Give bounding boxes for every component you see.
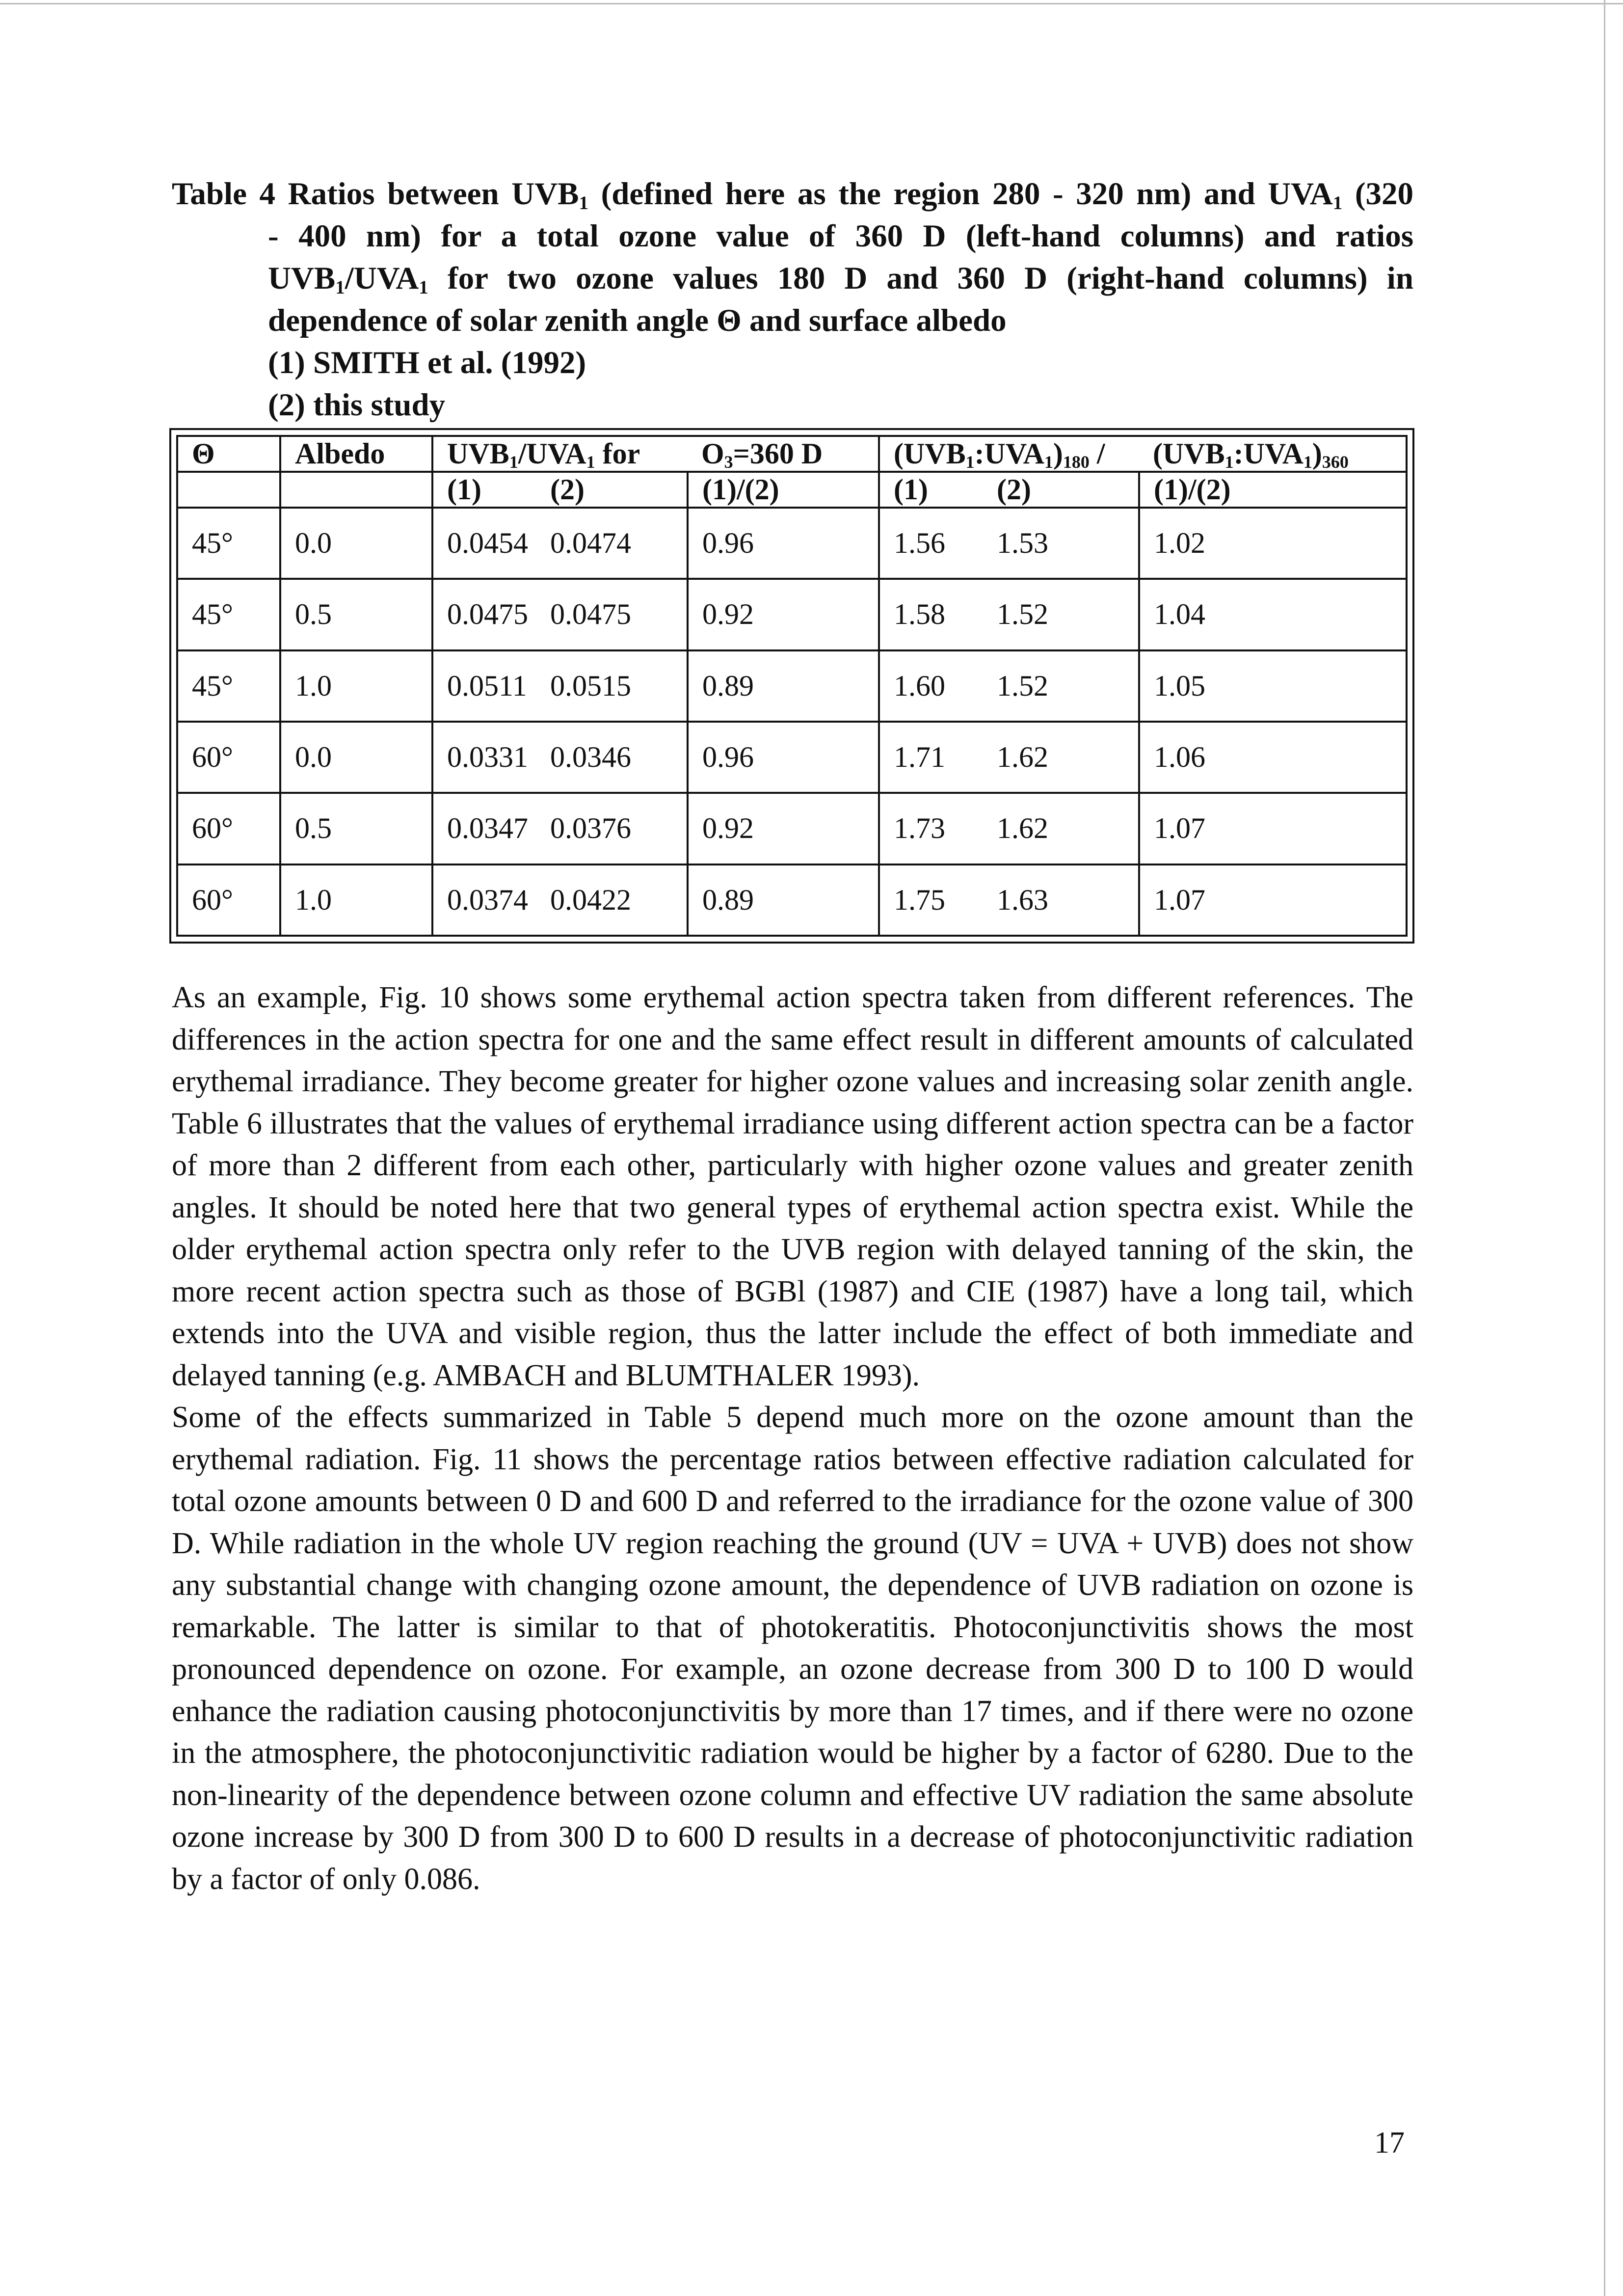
scan-edge-right bbox=[1604, 0, 1605, 2296]
caption-line-3: $UVB_1/UVA_1$ for two ozone values 180 D and 360 D (right-hand columns) in bbox=[268, 261, 1413, 298]
cell-uv-values: 0.0374 0.0422 bbox=[432, 864, 688, 936]
cell-ratio-quotient: 1.07 bbox=[1139, 793, 1407, 864]
header-theta: Θ bbox=[177, 436, 280, 472]
cell-ratio-values: 1.60 1.52 bbox=[879, 650, 1139, 722]
cell-uv-values: 0.0454 0.0474 bbox=[432, 508, 688, 579]
cell-uv-quotient: 0.89 bbox=[688, 864, 879, 936]
cell-albedo: 0.0 bbox=[280, 508, 432, 579]
cell-theta: 60° bbox=[177, 793, 280, 864]
header-ozone: $O_3=360$ D bbox=[688, 436, 879, 472]
cell-theta: 60° bbox=[177, 864, 280, 936]
cell-theta: 45° bbox=[177, 508, 280, 579]
caption-reference-1: (1) SMITH et al. (1992) bbox=[268, 345, 586, 380]
paragraph-ozone-dependence: Some of the effects summarized in Table 5 depend much more on the ozone amount than the erythemal radiation. Fig. 11 shows the percentage ratios between effective radiation calculated for total ozone amounts between 0 D and 600 D and referred to the irradiance for the ozone value of 300 D. While radiation in the whole UV region reaching the ground (UV = UVA + UVB) does not show any substantial change with changing ozone amount, the dependence of UVB radiation on ozone is remarkable. The latter is similar to that of photokeratitis. Photoconjunctivitis shows the most pronounced dependence on ozone. For example, an ozone decrease from 300 D to 100 D would enhance the radiation causing photoconjunctivitis by more than 17 times, and if there were no ozone in the atmosphere, the photoconjunctivitic radiation would be higher by a factor of 6280. Due to the non-linearity of the dependence between ozone column and effective UV radiation the same absolute ozone increase by 300 D from 300 D to 600 D results in a decrease of photoconjunctivitic radiation by a factor of only 0.086. bbox=[172, 1401, 1413, 1896]
cell-ratio-values: 1.56 1.53 bbox=[879, 508, 1139, 579]
ratios-table bbox=[176, 435, 1408, 937]
cell-ratio-quotient: 1.05 bbox=[1139, 650, 1407, 722]
cell-albedo: 0.5 bbox=[280, 793, 432, 864]
cell-uv-quotient: 0.92 bbox=[688, 793, 879, 864]
caption-line-4: dependence of solar zenith angle Θ and surface albedo bbox=[268, 303, 1007, 338]
table-row bbox=[177, 508, 1407, 579]
cell-ratio-values: 1.73 1.62 bbox=[879, 793, 1139, 864]
caption-reference-2: (2) this study bbox=[268, 387, 446, 423]
cell-uv-quotient: 0.96 bbox=[688, 508, 879, 579]
cell-uv-values: 0.0475 0.0475 bbox=[432, 579, 688, 650]
data-table-frame bbox=[169, 428, 1414, 944]
cell-ratio-quotient: 1.06 bbox=[1139, 722, 1407, 793]
cell-uv-values: 0.0331 0.0346 bbox=[432, 722, 688, 793]
cell-ratio-values: 1.71 1.62 bbox=[879, 722, 1139, 793]
subheader-empty-albedo bbox=[280, 472, 432, 508]
cell-uv-quotient: 0.96 bbox=[688, 722, 879, 793]
cell-ratio-values: 1.58 1.52 bbox=[879, 579, 1139, 650]
table-subheader-row bbox=[177, 472, 1407, 508]
table-header-row bbox=[177, 436, 1407, 472]
cell-ratio-quotient: 1.07 bbox=[1139, 864, 1407, 936]
cell-albedo: 1.0 bbox=[280, 650, 432, 722]
header-uv-ratio: $UVB_1/UVA_1$ for bbox=[432, 436, 688, 472]
table-row bbox=[177, 793, 1407, 864]
header-albedo: Albedo bbox=[280, 436, 432, 472]
subheader-ratio-quotient: (1)/(2) bbox=[1139, 472, 1407, 508]
cell-ratio-values: 1.75 1.63 bbox=[879, 864, 1139, 936]
cell-uv-values: 0.0511 0.0515 bbox=[432, 650, 688, 722]
body-text bbox=[172, 977, 1413, 1900]
cell-theta: 45° bbox=[177, 579, 280, 650]
subheader-uv-sources: (1) (2) bbox=[432, 472, 688, 508]
cell-uv-quotient: 0.89 bbox=[688, 650, 879, 722]
cell-ratio-quotient: 1.02 bbox=[1139, 508, 1407, 579]
cell-albedo: 1.0 bbox=[280, 864, 432, 936]
cell-uv-values: 0.0347 0.0376 bbox=[432, 793, 688, 864]
caption-line-2: - 400 nm) for a total ozone value of 360 D (left-hand columns) and ratios bbox=[268, 218, 1413, 254]
header-ratio-180: $(UVB_1:UVA_1)_{180}$ / bbox=[879, 436, 1139, 472]
table-row bbox=[177, 650, 1407, 722]
cell-ratio-quotient: 1.04 bbox=[1139, 579, 1407, 650]
subheader-empty-theta bbox=[177, 472, 280, 508]
table-row bbox=[177, 864, 1407, 936]
header-ratio-360: $(UVB_1:UVA_1)_{360}$ bbox=[1139, 436, 1407, 472]
subheader-uv-quotient: (1)/(2) bbox=[688, 472, 879, 508]
cell-albedo: 0.5 bbox=[280, 579, 432, 650]
cell-uv-quotient: 0.92 bbox=[688, 579, 879, 650]
table-row bbox=[177, 722, 1407, 793]
page-number: 17 bbox=[1374, 2126, 1405, 2160]
paragraph-erythemal-spectra: As an example, Fig. 10 shows some erythemal action spectra taken from different references. The differences in the action spectra for one and the same effect result in different amounts of calculated erythemal irradiance. They become greater for higher ozone values and increasing solar zenith angle. Table 6 illustrates that the values of erythemal irradiance using different action spectra can be a factor of more than 2 different from each other, particularly with higher ozone values and greater zenith angles. It should be noted here that two general types of erythemal action spectra exist. While the older erythemal action spectra only refer to the UVB region with delayed tanning of the skin, the more recent action spectra such as those of BGBl (1987) and CIE (1987) have a long tail, which extends into the UVA and visible region, thus the latter include the effect of both immediate and delayed tanning (e.g. AMBACH and BLUMTHALER 1993). bbox=[172, 981, 1413, 1392]
subheader-ratio-sources: (1) (2) bbox=[879, 472, 1139, 508]
cell-albedo: 0.0 bbox=[280, 722, 432, 793]
cell-theta: 45° bbox=[177, 650, 280, 722]
cell-theta: 60° bbox=[177, 722, 280, 793]
scan-edge-top bbox=[0, 3, 1623, 4]
table-row bbox=[177, 579, 1407, 650]
table-caption bbox=[172, 173, 1413, 426]
caption-line-1: Table 4 Ratios between $UVB_1$ (defined here as the region 280 - 320 nm) and $UVA_1$ (320 bbox=[172, 176, 1413, 214]
